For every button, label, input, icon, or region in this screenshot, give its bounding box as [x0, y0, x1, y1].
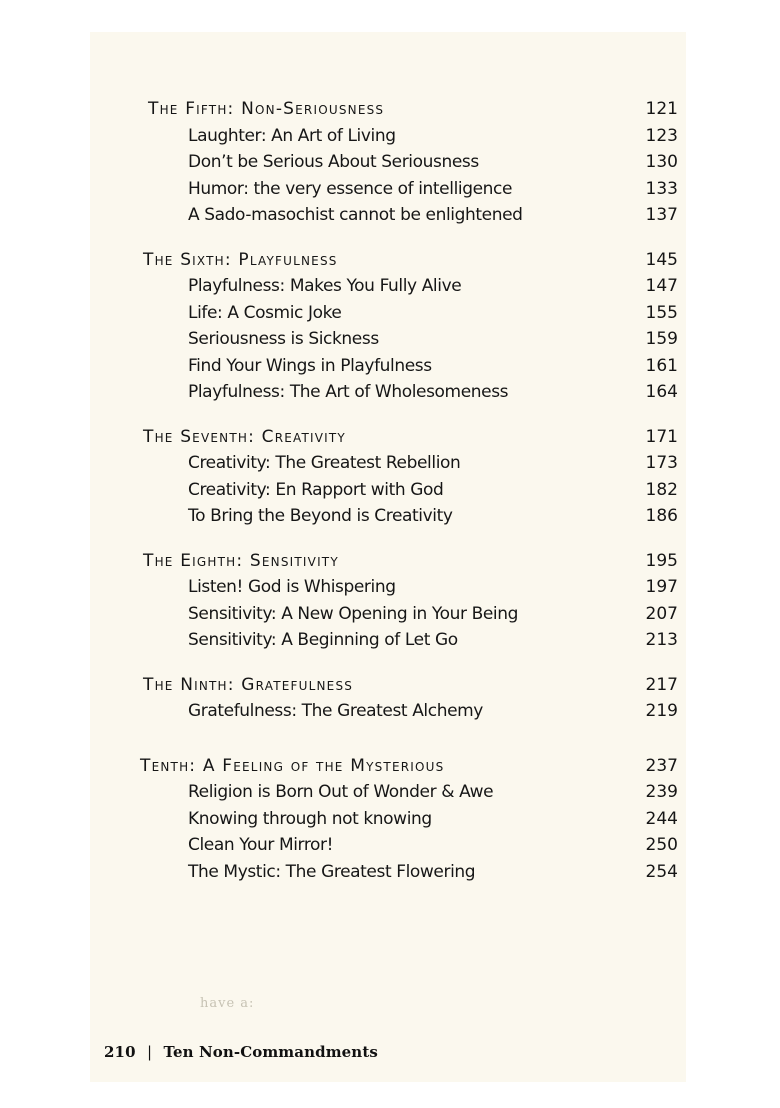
toc-entry-page: 182	[645, 479, 678, 500]
toc-section-seventh	[143, 424, 678, 530]
toc-entry	[148, 806, 678, 833]
footer-separator: |	[146, 1043, 153, 1061]
toc-entry-page: 155	[645, 302, 678, 323]
toc-entry-page: 133	[645, 178, 678, 199]
toc-entry-title: Sensitivity: A New Opening in Your Being	[188, 603, 519, 624]
toc-section-sixth	[143, 247, 678, 406]
toc-entry	[148, 779, 678, 806]
section-heading-row	[148, 96, 678, 123]
section-page-number: 217	[645, 674, 678, 695]
section-heading: Tenth: A Feeling of the Mysterious	[140, 755, 445, 776]
section-heading-row	[143, 672, 678, 699]
toc-entry-title: Creativity: En Rapport with God	[188, 479, 444, 500]
toc-section-fifth	[148, 96, 678, 229]
footer-page-number: 210	[104, 1043, 136, 1061]
toc-entry-page: 244	[645, 808, 678, 829]
toc-entry-title: Religion is Born Out of Wonder & Awe	[188, 782, 494, 802]
toc-entry-title: Don’t be Serious About Seriousness	[188, 152, 479, 172]
toc-entry-title: Gratefulness: The Greatest Alchemy	[188, 701, 483, 721]
section-page-number: 237	[645, 755, 678, 776]
toc-entry-title: Creativity: The Greatest Rebellion	[188, 453, 461, 473]
page-footer	[104, 1043, 378, 1061]
toc-entry	[148, 698, 678, 725]
section-heading: The Seventh: Creativity	[143, 426, 346, 447]
toc-entry-page: 197	[645, 577, 678, 597]
section-heading-row	[143, 424, 678, 451]
toc-entry-page: 159	[645, 329, 678, 349]
toc-entry-title: Humor: the very essence of intelligence	[188, 178, 513, 199]
toc-entry-page: 219	[645, 701, 678, 721]
toc-entry-page: 254	[645, 861, 678, 882]
toc-entry-page: 147	[645, 276, 678, 296]
toc-entry-title: Knowing through not knowing	[188, 808, 432, 829]
section-heading: The Sixth: Playfulness	[143, 249, 338, 270]
toc-entry-page: 164	[645, 382, 678, 402]
toc-entry-title: Find Your Wings in Playfulness	[188, 355, 432, 376]
toc-entry	[148, 300, 678, 327]
toc-entry	[148, 202, 678, 229]
toc-entry	[148, 627, 678, 654]
toc-entry	[148, 149, 678, 176]
footer-book-title: Ten Non-Commandments	[163, 1043, 378, 1061]
toc-entry	[148, 477, 678, 504]
toc-entry	[148, 273, 678, 300]
toc-entry-title: Laughter: An Art of Living	[188, 125, 396, 146]
toc-entry	[148, 601, 678, 628]
toc-entry-page: 213	[645, 630, 678, 650]
toc-entry-title: Listen! God is Whispering	[188, 577, 396, 597]
section-page-number: 145	[645, 249, 678, 270]
toc-entry-page: 123	[645, 125, 678, 146]
toc-section-ninth	[143, 672, 678, 725]
toc-entry	[148, 832, 678, 859]
toc-section-eighth	[143, 548, 678, 654]
toc-entry	[148, 503, 678, 530]
bleed-through-text: have a:	[200, 996, 255, 1011]
table-of-contents	[140, 96, 678, 903]
section-heading-row	[143, 247, 678, 274]
toc-entry	[148, 859, 678, 886]
toc-entry	[148, 123, 678, 150]
section-page-number: 121	[645, 99, 678, 119]
toc-entry	[148, 574, 678, 601]
toc-entry-title: Playfulness: Makes You Fully Alive	[188, 276, 462, 296]
section-heading: The Eighth: Sensitivity	[143, 550, 339, 571]
toc-entry	[148, 379, 678, 406]
toc-entry	[148, 353, 678, 380]
toc-entry	[148, 450, 678, 477]
section-heading-row	[140, 753, 678, 780]
section-page-number: 195	[645, 550, 678, 571]
toc-entry	[148, 176, 678, 203]
section-heading: The Ninth: Gratefulness	[143, 674, 354, 695]
section-heading-row	[143, 548, 678, 575]
toc-entry-title: Playfulness: The Art of Wholesomeness	[188, 382, 509, 402]
toc-entry-title: Clean Your Mirror!	[188, 835, 334, 855]
toc-entry	[148, 326, 678, 353]
toc-entry-title: Seriousness is Sickness	[188, 329, 379, 349]
section-page-number: 171	[645, 426, 678, 447]
toc-entry-page: 207	[645, 603, 678, 624]
toc-section-tenth	[140, 753, 678, 886]
toc-entry-title: A Sado-masochist cannot be enlightened	[188, 205, 523, 225]
toc-entry-title: To Bring the Beyond is Creativity	[188, 506, 453, 526]
toc-entry-page: 161	[645, 355, 678, 376]
section-heading: The Fifth: Non-Seriousness	[148, 99, 385, 119]
toc-entry-page: 186	[645, 506, 678, 526]
toc-entry-page: 239	[645, 782, 678, 802]
toc-entry-page: 173	[645, 453, 678, 473]
toc-entry-page: 137	[645, 205, 678, 225]
toc-entry-page: 130	[645, 152, 678, 172]
toc-entry-title: Sensitivity: A Beginning of Let Go	[188, 630, 458, 650]
toc-entry-title: Life: A Cosmic Joke	[188, 302, 342, 323]
toc-entry-title: The Mystic: The Greatest Flowering	[188, 861, 476, 882]
toc-entry-page: 250	[645, 835, 678, 855]
